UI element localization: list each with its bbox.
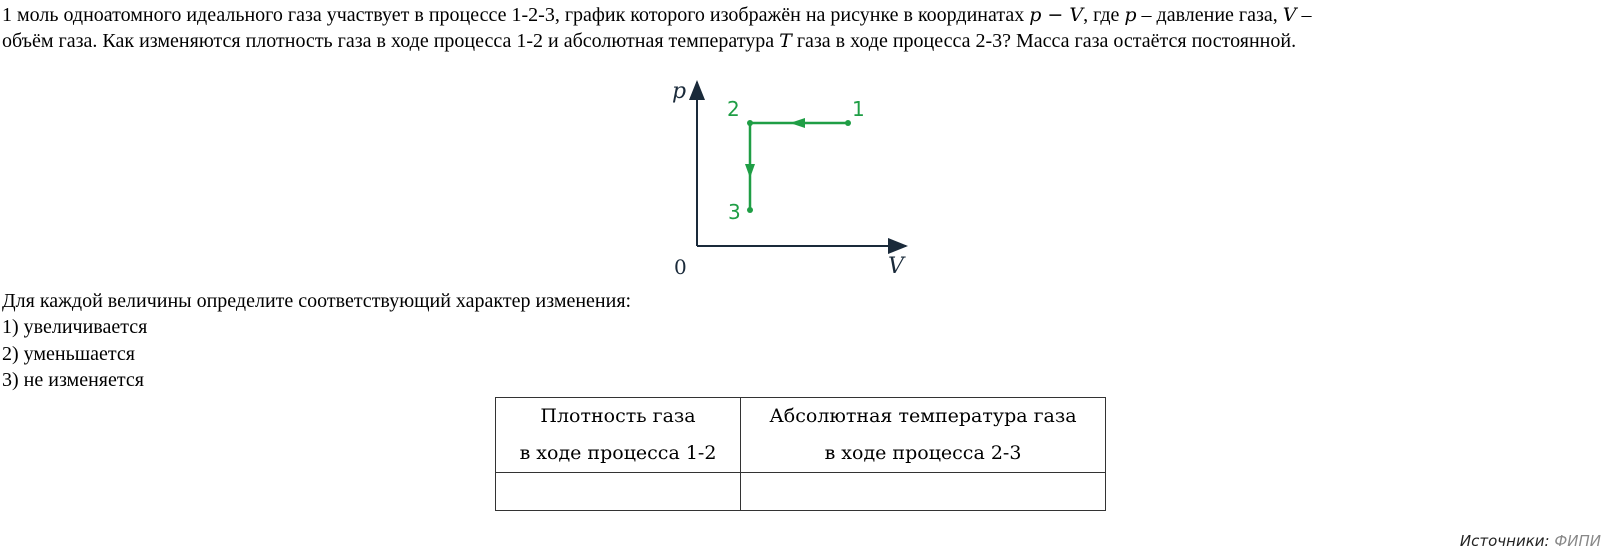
- header-text: Плотность газа: [540, 405, 696, 427]
- header-row: [496, 398, 1106, 473]
- pv-diagram: [660, 70, 930, 285]
- problem-text: – давление газа,: [1136, 4, 1283, 26]
- problem-text: газа в ходе процесса 2-3? Масса газа остаётся постоянной.: [791, 30, 1297, 52]
- math-p: p: [1124, 4, 1137, 26]
- arrow-down-icon: [745, 164, 755, 178]
- source-link[interactable]: ФИПИ: [1554, 532, 1601, 550]
- answer-cell-temperature[interactable]: [741, 473, 1106, 511]
- axis-x-label: V: [888, 254, 904, 279]
- problem-text: –: [1296, 4, 1312, 26]
- source-footer: [1460, 532, 1601, 550]
- header-text: в ходе процесса 2-3: [824, 442, 1022, 464]
- instructions-intro: Для каждой величины определите соответствующий характер изменения:: [2, 290, 632, 312]
- header-text: в ходе процесса 1-2: [519, 442, 717, 464]
- point-1-label: 1: [852, 97, 865, 121]
- answer-cell-density[interactable]: [496, 473, 741, 511]
- header-density: [496, 398, 741, 473]
- process-path: [745, 118, 851, 213]
- origin-label: 0: [674, 255, 687, 279]
- option-2: 2) уменьшается: [2, 343, 135, 365]
- header-text: Абсолютная температура газа: [769, 405, 1077, 427]
- point-2: [747, 120, 753, 126]
- point-3: [747, 207, 753, 213]
- answer-row: [496, 473, 1106, 511]
- option-1: 1) увеличивается: [2, 316, 148, 338]
- arrow-left-icon: [790, 118, 805, 128]
- point-2-label: 2: [727, 97, 740, 121]
- point-1: [845, 120, 851, 126]
- problem-text-line-1: [2, 2, 1312, 28]
- problem-text: , где: [1083, 4, 1125, 26]
- source-label: Источники:: [1459, 532, 1555, 550]
- problem-text: 1 моль одноатомного идеального газа участвует в процессе 1-2-3, график которого изображён на рисунке в координатах: [2, 4, 1030, 26]
- problem-text: объём газа. Как изменяются плотность газа в ходе процесса 1-2 и абсолютная температура: [2, 30, 780, 52]
- answer-table: [495, 397, 1106, 511]
- math-v: V: [1282, 4, 1297, 26]
- option-3: 3) не изменяется: [2, 369, 144, 391]
- problem-text-line-2: [2, 28, 1296, 54]
- math-t: T: [779, 30, 792, 52]
- axis-y-label: p: [672, 79, 687, 104]
- point-3-label: 3: [728, 200, 741, 224]
- header-temperature: [741, 398, 1106, 473]
- math-p-v: p − V: [1029, 4, 1084, 26]
